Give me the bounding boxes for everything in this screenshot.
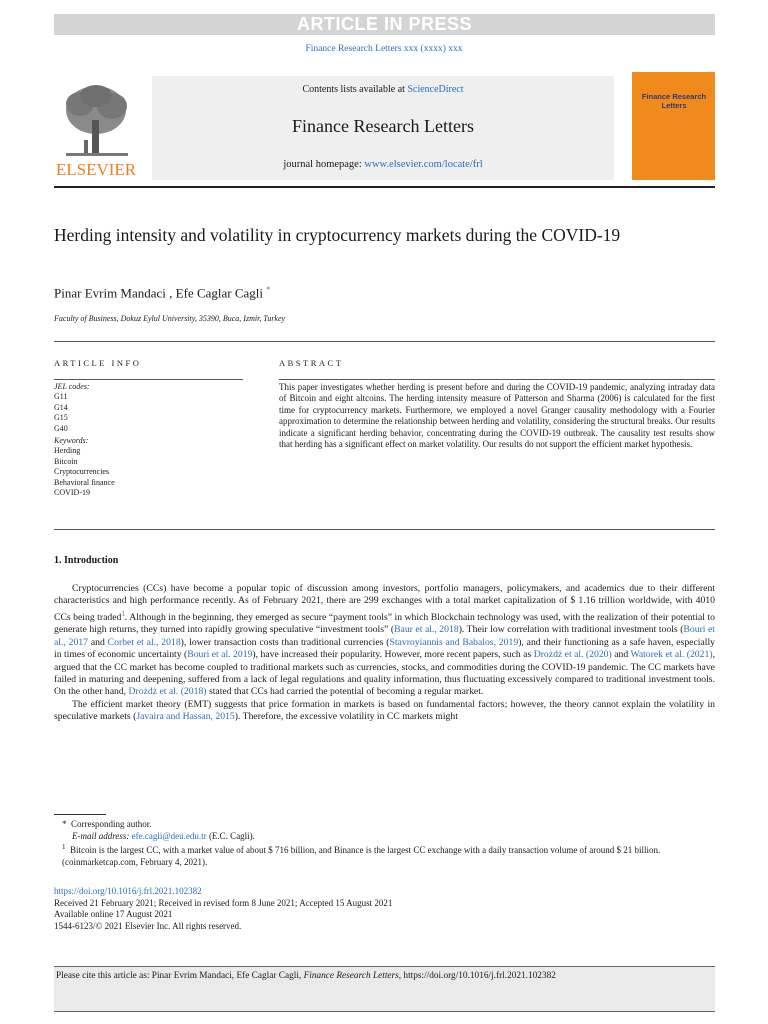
citation-link[interactable]: Corbet et al., 2018 <box>107 636 181 648</box>
journal-cover-thumbnail[interactable] <box>632 72 715 180</box>
abstract-heading: ABSTRACT <box>279 358 344 368</box>
section-divider <box>54 341 715 342</box>
author-name[interactable]: Efe Caglar Cagli <box>175 285 264 301</box>
footnote-ref[interactable]: 1 <box>121 609 125 618</box>
front-matter-divider <box>54 529 715 530</box>
email-link[interactable]: efe.cagli@deu.edu.tr <box>131 830 207 841</box>
footnote-email: E-mail address: efe.cagli@deu.edu.tr (E.C. Cagli). <box>72 830 255 841</box>
journal-reference[interactable]: Finance Research Letters xxx (xxxx) xxx <box>305 44 463 54</box>
elsevier-tree-logo <box>54 80 139 180</box>
citation-link[interactable]: Drożdż et al. (2020) <box>533 649 612 661</box>
citation-link[interactable]: Baur et al., 2018 <box>394 624 459 636</box>
masthead <box>54 72 715 184</box>
abstract-text: This paper investigates whether herding is present before and during the COVID-19 pandemic, analyzing intraday data of Bitcoin and eight altcoins. The herding intensity measure of Patterson and Sharma (2006) is calculated for the first time for cryptocurrency markets. Furthermore, we employed a novel Granger causality methodology with a Fourier approximation to determine the relationship between herding and volatility, considering the structural breaks. Our results indicate a significant herding behavior, concentrating during the COVID-19 outbreak. The causality test results show that herding has a significant effect on market volatility. Our results do not support the efficient market hypothesis. <box>279 382 715 450</box>
keyword: Cryptocurrencies <box>54 467 110 477</box>
keyword: Bitcoin <box>54 456 78 466</box>
footnote-divider <box>54 814 106 815</box>
citation-link[interactable]: Watorek et al. (2021) <box>630 649 713 661</box>
homepage-link[interactable]: www.elsevier.com/locate/frl <box>364 159 483 170</box>
jel-code: G15 <box>54 413 68 423</box>
corresponding-author-mark[interactable]: * <box>266 285 271 294</box>
author-list: Pinar Evrim Mandaci , Efe Caglar Cagli * <box>54 285 271 301</box>
publication-info <box>54 886 392 932</box>
sciencedirect-link[interactable]: ScienceDirect <box>407 84 464 95</box>
footnote-1: $^1$ Bitcoin is the largest CC, with a market value of about $ 716 billion, and Binance is the largest CC exchange with a daily transaction volume of around $ 21 billion. (coinmarketcap.com, February 4, 2021). <box>62 843 661 867</box>
citation-box <box>54 966 715 1012</box>
introduction-body <box>54 583 715 724</box>
section-heading-introduction: 1. Introduction <box>54 555 119 566</box>
citation-text: Please cite this article as: Pinar Evrim Mandaci, Efe Caglar Cagli, Finance Research Letters, https://doi.org/10.1016/j.frl.2021.102382 <box>56 971 556 981</box>
cover-title: Finance Research Letters <box>641 92 707 110</box>
journal-title: Finance Research Letters <box>292 116 474 136</box>
jel-code: G11 <box>54 392 68 402</box>
footnotes <box>54 819 715 868</box>
keyword: Behavioral finance <box>54 477 115 487</box>
citation-link[interactable]: Bouri et al. 2019 <box>187 649 253 661</box>
citation-link[interactable]: Stavroyiannis and Babalos, 2019 <box>389 636 519 648</box>
article-info-list <box>54 382 115 498</box>
keywords-label: Keywords: <box>54 436 89 446</box>
citation-link[interactable]: Drożdż et al. (2018) <box>128 686 207 698</box>
keyword: COVID-19 <box>54 488 90 498</box>
paragraph: Cryptocurrencies (CCs) have become a popular topic of discussion among investors, portfolio managers, policymakers, and academics due to their different characteristics and high performance recently. As of February 2021, there are 299 exchanges with a total market capitalization of $ 1.16 trillion worldwide, with 4010 CCs being traded$^1$. Although in the beginning, they emerged as secure “payment tools” in which Blockchain technology was used, with the realization of their potential to generate high returns, they turned into rapidly growing speculative “investment tools” (Baur et al., 2018). Their low correlation with traditional investment tools (Bouri et al., 2017 and Corbet et al., 2018), lower transaction costs than traditional currencies (Stavroyiannis and Babalos, 2019), and their functioning as a safe haven, especially in times of economic uncertainty (Bouri et al. 2019), have increased their popularity. However, more recent papers, such as Drożdż et al. (2020) and Watorek et al. (2021), argued that the CC market has become coupled to traditional markets such as currencies, stocks, and commodities during the COVID-19 pandemic. The CC markets have failed in maturing and deepening, suffered from a lack of legal regulations and quality information, thus fluctuating excessively compared to traditional investment tools. On the other hand, Drożdż et al. (2018) stated that CCs had carried the potential of becoming a regular market. <box>54 583 716 698</box>
author-name[interactable]: Pinar Evrim Mandaci <box>54 285 166 301</box>
received-dates: Received 21 February 2021; Received in revised form 8 June 2021; Accepted 15 August 2021 <box>54 897 393 908</box>
footnote-corresponding: * Corresponding author. <box>62 819 152 829</box>
article-in-press-banner: ARTICLE IN PRESS <box>54 14 715 35</box>
citation-link[interactable]: Bouri et al., 2017 <box>54 624 716 648</box>
copyright: 1544-6123/© 2021 Elsevier Inc. All rights reserved. <box>54 920 242 931</box>
doi-link[interactable]: https://doi.org/10.1016/j.frl.2021.102382 <box>54 886 202 896</box>
jel-code: G40 <box>54 423 68 433</box>
citation-link[interactable]: Javaira and Hassan, 2015 <box>136 711 235 723</box>
keyword: Herding <box>54 446 81 456</box>
paragraph: The efficient market theory (EMT) suggests that price formation in markets is based on fundamental factors; however, the theory cannot explain the volatility in speculative markets (Javaira and Hassan, 2015). Therefore, the excessive volatility in CC markets might <box>54 698 715 723</box>
abstract-divider <box>279 379 715 380</box>
contents-line: Contents lists available at ScienceDirect <box>302 84 464 95</box>
masthead-divider <box>54 186 715 188</box>
affiliation: Faculty of Business, Dokuz Eylul University, 35390, Buca, Izmir, Turkey <box>54 314 286 323</box>
article-title: Herding intensity and volatility in cryptocurrency markets during the COVID-19 <box>54 225 621 245</box>
available-online: Available online 17 August 2021 <box>54 909 173 920</box>
journal-homepage: journal homepage: www.elsevier.com/locate/frl <box>283 159 483 170</box>
article-info-heading: ARTICLE INFO <box>54 358 142 368</box>
jel-label: JEL codes: <box>54 382 90 391</box>
journal-info-box <box>152 76 614 180</box>
publisher-name: ELSEVIER <box>55 160 137 179</box>
article-info-divider <box>54 379 243 380</box>
jel-code: G14 <box>54 402 68 412</box>
